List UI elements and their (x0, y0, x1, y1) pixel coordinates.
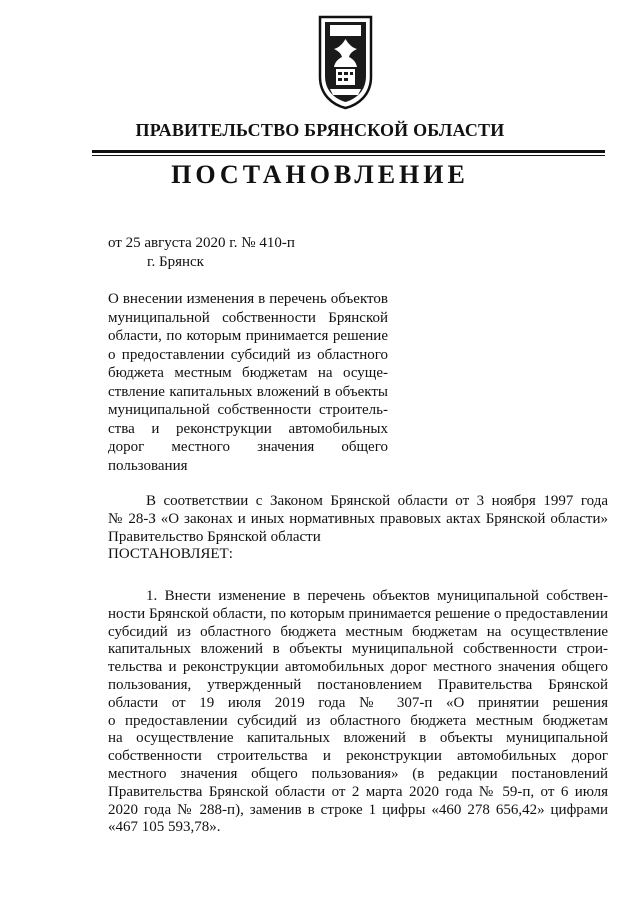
clause-line: субсидий из областного бюджета местным бюджетам на осуществление (108, 623, 608, 640)
clause-line: области от 19 июля 2019 года № 307-п «О принятии решения (108, 694, 608, 711)
document-subject (108, 290, 388, 475)
coat-of-arms-emblem (318, 15, 373, 110)
subject-line: О внесении изменения в перечень объектов (108, 291, 388, 307)
subject-line: ствление капитальных вложений в объекты (108, 383, 388, 400)
subject-line: области, по которым принимается решение (108, 328, 388, 344)
header-rule-thin (92, 155, 605, 156)
clause-line: местного значения общего пользования» (в редакции постановлений (108, 765, 608, 782)
preamble-line: № 28-З «О законах и иных нормативных правовых актах Брянской области» (108, 510, 608, 527)
subject-line: о предоставлении субсидий из областного (108, 346, 388, 363)
document-date-number: от 25 августа 2020 г. № 410-п (108, 235, 295, 251)
clause-line: о предоставлении субсидий из областного бюджета местным бюджетам (108, 712, 608, 729)
document-city: г. Брянск (147, 254, 204, 270)
subject-line: дорог местного значения общего (108, 439, 388, 455)
clause-1-paragraph (108, 588, 608, 837)
clause-line: Правительства Брянской области от 2 марта 2020 года № 59-п, от 6 июля (108, 783, 608, 800)
resolves-word: ПОСТАНОВЛЯЕТ: (108, 546, 233, 563)
preamble-line: Правительство Брянской области (108, 528, 321, 545)
clause-line: собственности строительства и реконструкции автомобильных дорог (108, 748, 608, 765)
clause-line: ности Брянской области, по которым принимается решение о предоставлении (108, 605, 608, 622)
document-type-title: ПОСТАНОВЛЕНИЕ (171, 160, 469, 189)
clause-line: пользования, утвержденный постановлением Правительства Брянской (108, 676, 608, 693)
subject-line: муниципальной собственности Брянской (108, 309, 388, 326)
preamble-paragraph (108, 493, 608, 564)
clause-line: на осуществление капитальных вложений в объекты муниципальной (108, 730, 608, 747)
subject-line: пользования (108, 457, 188, 474)
preamble-line: В соответствии с Законом Брянской области от 3 ноября 1997 года (146, 493, 608, 509)
header-rule-thick (92, 150, 605, 153)
clause-line: 1. Внести изменение в перечень объектов муниципальной собствен- (146, 588, 608, 604)
clause-line: «467 105 593,78». (108, 819, 221, 836)
organization-title: ПРАВИТЕЛЬСТВО БРЯНСКОЙ ОБЛАСТИ (135, 120, 505, 140)
bryansk-coat-of-arms-icon (318, 15, 373, 110)
subject-line: муниципальной собственности строитель- (108, 402, 388, 418)
subject-line: ства и реконструкции автомобильных (108, 420, 388, 437)
subject-line: бюджета местным бюджетам на осуще- (108, 365, 388, 381)
clause-line: капитальных вложений в объекты муниципальной собственности строи- (108, 641, 608, 658)
clause-line: тельства и реконструкции автомобильных дорог местного значения общего (108, 659, 608, 676)
clause-line: 2020 года № 288-п), заменив в строке 1 цифры «460 278 656,42» цифрами (108, 801, 608, 818)
